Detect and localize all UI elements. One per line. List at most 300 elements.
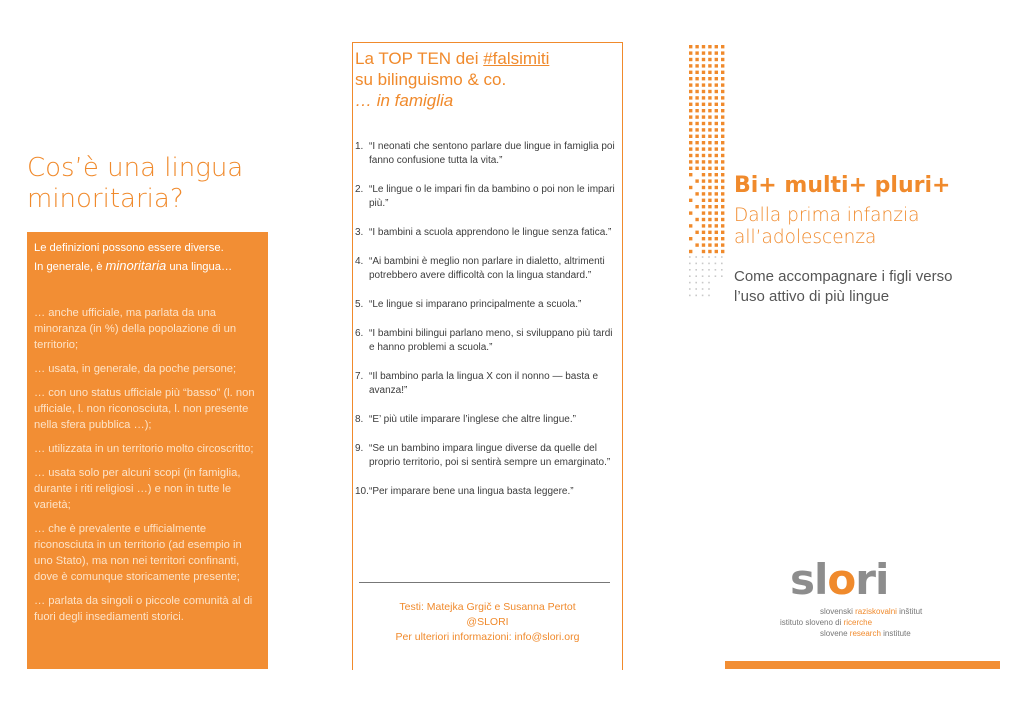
- dot: [715, 115, 718, 118]
- dot: [715, 263, 717, 265]
- dot: [695, 154, 698, 157]
- dot: [708, 135, 711, 138]
- dot: [689, 109, 692, 112]
- dot: [721, 179, 724, 182]
- dot: [689, 135, 692, 138]
- dot: [708, 103, 711, 106]
- dot: [715, 96, 718, 99]
- logo-line-2: [780, 618, 872, 628]
- dot: [689, 275, 691, 277]
- myth-text: “Se un bambino impara lingue diverse da quelle del proprio territorio, poi si sentirà sempre un emarginato.”: [369, 443, 611, 468]
- myth-number: 5.: [355, 299, 364, 310]
- dot: [721, 64, 724, 67]
- dot: [715, 64, 718, 67]
- definition-item: … con uno status ufficiale più “basso” (l. non ufficiale, l. non riconosciuta, l. non presente nella sfera pubblica …);: [34, 387, 255, 431]
- credits-contact[interactable]: Per ulteriori informazioni: info@slori.org: [395, 631, 580, 643]
- myth-text: “I bambini a scuola apprendono le lingue senza fatica.”: [369, 227, 612, 238]
- myth-item: [355, 327, 617, 355]
- logo-wordmark: [790, 555, 888, 604]
- dot: [721, 186, 724, 189]
- dot: [689, 269, 691, 271]
- logo-line-1-accent: raziskovalni: [855, 607, 897, 616]
- definition-item: … utilizzata in un territorio molto circoscritto;: [34, 443, 254, 455]
- dot: [702, 167, 705, 170]
- dot: [702, 90, 705, 93]
- definition-intro: [34, 240, 261, 276]
- myths-list: [355, 140, 617, 514]
- dot: [721, 58, 724, 61]
- myth-item: [355, 140, 617, 168]
- dot: [702, 128, 705, 131]
- dot-pattern-svg: [688, 44, 728, 304]
- dot: [689, 122, 692, 125]
- dot: [721, 90, 724, 93]
- dot: [702, 96, 705, 99]
- dot: [702, 135, 705, 138]
- definition-item: … che è prevalente e ufficialmente riconosciuta in un territorio (ad esempio in uno Stato), ma non nei territori confinanti, dove è comunque storicamente presente;: [34, 523, 242, 583]
- dot: [721, 115, 724, 118]
- dot: [715, 45, 718, 48]
- myth-item: [355, 226, 617, 240]
- dot: [695, 243, 698, 246]
- dot: [702, 243, 705, 246]
- dot: [715, 237, 718, 240]
- dot: [715, 231, 718, 234]
- dot: [695, 218, 698, 221]
- dot: [702, 295, 704, 297]
- dot: [695, 269, 697, 271]
- dot: [702, 147, 705, 150]
- intro-emphasis: minoritaria: [105, 258, 167, 273]
- dot: [702, 237, 705, 240]
- dot: [708, 256, 710, 258]
- dot: [721, 275, 723, 277]
- dot: [721, 205, 724, 208]
- dot: [708, 205, 711, 208]
- description-line-1: Come accompagnare i figli verso: [734, 268, 953, 285]
- slori-logo: [780, 555, 980, 645]
- dot: [689, 58, 692, 61]
- dot: [715, 205, 718, 208]
- dot: [715, 269, 717, 271]
- divider: [359, 582, 610, 583]
- dot: [689, 224, 692, 227]
- dot: [721, 199, 724, 202]
- myth-text: “Le lingue si imparano principalmente a scuola.”: [369, 299, 582, 310]
- dot: [721, 243, 724, 246]
- dot: [695, 256, 697, 258]
- logo-line-1-post: inštitut: [896, 607, 923, 616]
- myth-text: “Il bambino parla la lingua X con il nonno — basta e avanza!”: [369, 371, 599, 396]
- dot: [715, 90, 718, 93]
- dot: [695, 135, 698, 138]
- dot: [695, 288, 697, 290]
- dot: [721, 224, 724, 227]
- dot: [708, 147, 711, 150]
- logo-sl: sl: [790, 555, 828, 604]
- dot: [721, 237, 724, 240]
- description-line-2: l’uso attivo di più lingue: [734, 288, 890, 305]
- dot: [689, 128, 692, 131]
- dot: [689, 256, 691, 258]
- myth-number: 7.: [355, 371, 364, 382]
- dot: [715, 160, 718, 163]
- dot: [721, 160, 724, 163]
- dot: [708, 263, 710, 265]
- dot: [689, 64, 692, 67]
- dot: [702, 160, 705, 163]
- dot: [702, 58, 705, 61]
- subtitle-line-2: all’adolescenza: [734, 227, 877, 248]
- title-pre: La TOP TEN dei: [355, 49, 484, 68]
- dot: [689, 237, 692, 240]
- myth-number: 4.: [355, 256, 364, 267]
- dot: [695, 128, 698, 131]
- myth-number: 2.: [355, 184, 364, 195]
- definition-box: [27, 232, 268, 669]
- dot: [715, 243, 718, 246]
- definition-item: … anche ufficiale, ma parlata da una minoranza (in %) della popolazione di un territorio;: [34, 307, 237, 351]
- dot: [708, 77, 711, 80]
- myth-item: [355, 442, 617, 470]
- dot: [721, 103, 724, 106]
- dot: [708, 186, 711, 189]
- logo-ri: ri: [855, 555, 889, 604]
- myth-number: 6.: [355, 328, 364, 339]
- dot: [702, 103, 705, 106]
- dot: [715, 256, 717, 258]
- dot: [702, 109, 705, 112]
- dot: [715, 128, 718, 131]
- dot: [715, 275, 717, 277]
- dot: [721, 77, 724, 80]
- dot: [721, 231, 724, 234]
- intro-post: una lingua…: [166, 261, 233, 273]
- dot: [695, 167, 698, 170]
- dot: [695, 263, 697, 265]
- dot: [715, 211, 718, 214]
- dot: [715, 224, 718, 227]
- dot: [702, 282, 704, 284]
- credits-handle: @SLORI: [466, 616, 509, 628]
- myth-text: “Per imparare bene una lingua basta leggere.”: [369, 486, 574, 497]
- dot: [689, 115, 692, 118]
- dot: [702, 269, 704, 271]
- dot: [702, 263, 704, 265]
- dot: [721, 45, 724, 48]
- dot: [715, 71, 718, 74]
- dot: [708, 224, 711, 227]
- dot: [689, 211, 692, 214]
- dot: [695, 275, 697, 277]
- dot: [702, 199, 705, 202]
- myth-text: “I bambini bilingui parlano meno, si sviluppano più tardi e hanno problemi a scuola.”: [369, 328, 613, 353]
- dot-pattern-graphic: [688, 44, 728, 304]
- myth-text: “Ai bambini è meglio non parlare in dialetto, altrimenti potrebbero avere difficoltà con la lingua standard.”: [369, 256, 605, 281]
- logo-line-2-accent: ricerche: [843, 618, 873, 627]
- credits-authors: Testi: Matejka Grgič e Susanna Pertot: [399, 601, 576, 613]
- dot: [702, 224, 705, 227]
- dot: [708, 71, 711, 74]
- dot: [715, 141, 718, 144]
- dot: [702, 45, 705, 48]
- dot: [721, 83, 724, 86]
- dot: [708, 141, 711, 144]
- logo-line-2-pre: istituto sloveno di: [780, 618, 844, 627]
- dot: [695, 103, 698, 106]
- dot: [702, 154, 705, 157]
- dot: [702, 218, 705, 221]
- myth-item: [355, 413, 617, 427]
- dot: [721, 218, 724, 221]
- dot: [708, 275, 710, 277]
- dot: [702, 231, 705, 234]
- myth-text: “Le lingue o le impari fin da bambino o poi non le impari più.”: [369, 184, 615, 209]
- dot: [715, 199, 718, 202]
- dot: [702, 275, 704, 277]
- myths-title-line-1: [355, 48, 620, 69]
- dot: [721, 192, 724, 195]
- dot: [715, 147, 718, 150]
- logo-line-3-post: institute: [880, 629, 911, 638]
- dot: [708, 64, 711, 67]
- dot: [702, 64, 705, 67]
- dot: [689, 141, 692, 144]
- myth-number: 3.: [355, 227, 364, 238]
- dot: [702, 179, 705, 182]
- logo-line-1: [820, 607, 922, 617]
- dot: [721, 250, 724, 253]
- dot: [715, 109, 718, 112]
- dot: [689, 173, 692, 176]
- dot: [689, 199, 692, 202]
- dot: [708, 179, 711, 182]
- myth-item: [355, 298, 617, 312]
- definition-item: … parlata da singoli o piccole comunità al di fuori degli insediamenti storici.: [34, 595, 253, 623]
- dot: [702, 122, 705, 125]
- dot: [702, 211, 705, 214]
- hashtag: #falsimiti: [483, 49, 550, 68]
- dot: [708, 160, 711, 163]
- dot: [715, 179, 718, 182]
- dot: [721, 109, 724, 112]
- dot: [721, 269, 723, 271]
- dot: [708, 218, 711, 221]
- dot: [715, 135, 718, 138]
- dot: [689, 71, 692, 74]
- myths-panel: [352, 42, 623, 670]
- definition-item: … usata, in generale, da poche persone;: [34, 363, 237, 375]
- dot: [689, 103, 692, 106]
- myth-number: 9.: [355, 443, 364, 454]
- dot: [689, 167, 692, 170]
- dot: [689, 90, 692, 93]
- myth-number: 1.: [355, 141, 364, 152]
- dot: [689, 288, 691, 290]
- dot: [708, 167, 711, 170]
- dot: [721, 211, 724, 214]
- dot: [721, 154, 724, 157]
- dot: [708, 51, 711, 54]
- dot: [715, 250, 718, 253]
- dot: [708, 90, 711, 93]
- myths-title-line-3: [355, 90, 620, 111]
- dot: [715, 77, 718, 80]
- subtitle-line-1: Dalla prima infanzia: [734, 205, 920, 226]
- dot: [715, 167, 718, 170]
- dot: [715, 103, 718, 106]
- dot: [721, 167, 724, 170]
- dot: [715, 83, 718, 86]
- dot: [708, 243, 711, 246]
- dot: [702, 51, 705, 54]
- dot: [689, 96, 692, 99]
- dot: [689, 51, 692, 54]
- dot: [695, 205, 698, 208]
- dot: [695, 179, 698, 182]
- bottom-accent-bar: [725, 661, 1000, 669]
- dot: [708, 192, 711, 195]
- dot: [708, 237, 711, 240]
- dot: [689, 160, 692, 163]
- dot: [702, 77, 705, 80]
- dot: [708, 109, 711, 112]
- dot: [715, 218, 718, 221]
- dot: [708, 288, 710, 290]
- dot: [689, 186, 692, 189]
- dot: [695, 96, 698, 99]
- dot: [689, 77, 692, 80]
- intro-line-1: Le definizioni possono essere diverse.: [34, 242, 224, 254]
- dot: [702, 186, 705, 189]
- dot: [715, 186, 718, 189]
- dot: [721, 147, 724, 150]
- dot: [708, 231, 711, 234]
- dot: [708, 250, 711, 253]
- dot: [708, 282, 710, 284]
- myth-item: [355, 485, 617, 499]
- dot: [708, 154, 711, 157]
- brand-title: Bi+ multi+ pluri+: [734, 173, 951, 198]
- dot: [702, 83, 705, 86]
- dot: [689, 295, 691, 297]
- dot: [721, 96, 724, 99]
- dot: [721, 141, 724, 144]
- logo-line-3-pre: slovene: [820, 629, 850, 638]
- dot: [702, 141, 705, 144]
- dot: [708, 58, 711, 61]
- dot: [708, 96, 711, 99]
- dot: [708, 173, 711, 176]
- dot: [695, 160, 698, 163]
- brand-description: [734, 267, 1004, 307]
- logo-line-1-pre: slovenski: [820, 607, 856, 616]
- intro-pre: In generale, è: [34, 261, 106, 273]
- dot: [702, 250, 705, 253]
- dot: [721, 51, 724, 54]
- dot: [695, 45, 698, 48]
- dot: [695, 295, 697, 297]
- dot: [708, 295, 710, 297]
- logo-o: o: [827, 555, 856, 604]
- dot: [721, 256, 723, 258]
- dot: [721, 122, 724, 125]
- myths-title: [355, 48, 620, 111]
- credits: [353, 600, 622, 645]
- dot: [715, 192, 718, 195]
- dot: [695, 282, 697, 284]
- dot: [708, 115, 711, 118]
- dot: [695, 115, 698, 118]
- dot: [695, 71, 698, 74]
- dot: [689, 282, 691, 284]
- dot: [695, 192, 698, 195]
- logo-line-3: [820, 629, 911, 639]
- dot: [702, 288, 704, 290]
- dot: [702, 173, 705, 176]
- dot: [715, 51, 718, 54]
- dot: [715, 58, 718, 61]
- dot: [702, 192, 705, 195]
- dot: [715, 154, 718, 157]
- dot: [695, 231, 698, 234]
- myth-text: “E’ più utile imparare l’inglese che altre lingue.”: [369, 414, 576, 425]
- dot: [689, 250, 692, 253]
- myth-number: 10.: [355, 486, 369, 497]
- dot: [721, 71, 724, 74]
- dot: [702, 205, 705, 208]
- dot: [695, 147, 698, 150]
- myths-title-line-2: su bilinguismo & co.: [355, 70, 507, 89]
- brand-subtitle: [734, 205, 919, 249]
- dot: [715, 173, 718, 176]
- definition-item: … usata solo per alcuni scopi (in famiglia, durante i riti religiosi …) e non in tutte le varietà;: [34, 467, 241, 511]
- dot: [689, 154, 692, 157]
- dot: [702, 115, 705, 118]
- dot: [695, 51, 698, 54]
- dot: [695, 83, 698, 86]
- dot: [708, 269, 710, 271]
- dot: [695, 58, 698, 61]
- dot: [715, 122, 718, 125]
- dot: [695, 122, 698, 125]
- dot: [721, 173, 724, 176]
- dot: [721, 263, 723, 265]
- intro-line-2: [34, 257, 261, 276]
- dot: [689, 147, 692, 150]
- dot: [708, 128, 711, 131]
- myth-text: “I neonati che sentono parlare due lingue in famiglia poi fanno confusione tutta la vita.”: [369, 141, 615, 166]
- myth-item: [355, 370, 617, 398]
- title-italic: … in famiglia: [355, 91, 454, 110]
- myth-number: 8.: [355, 414, 364, 425]
- dot: [689, 45, 692, 48]
- dot: [708, 199, 711, 202]
- dot: [702, 256, 704, 258]
- dot: [702, 71, 705, 74]
- dot: [708, 83, 711, 86]
- dot: [708, 211, 711, 214]
- dot: [695, 109, 698, 112]
- dot: [721, 135, 724, 138]
- dot: [695, 77, 698, 80]
- dot: [689, 83, 692, 86]
- dot: [695, 141, 698, 144]
- left-title: Cos’è una lingua minoritaria?: [27, 153, 244, 214]
- logo-line-3-accent: research: [849, 629, 881, 638]
- dot: [695, 90, 698, 93]
- dot: [708, 45, 711, 48]
